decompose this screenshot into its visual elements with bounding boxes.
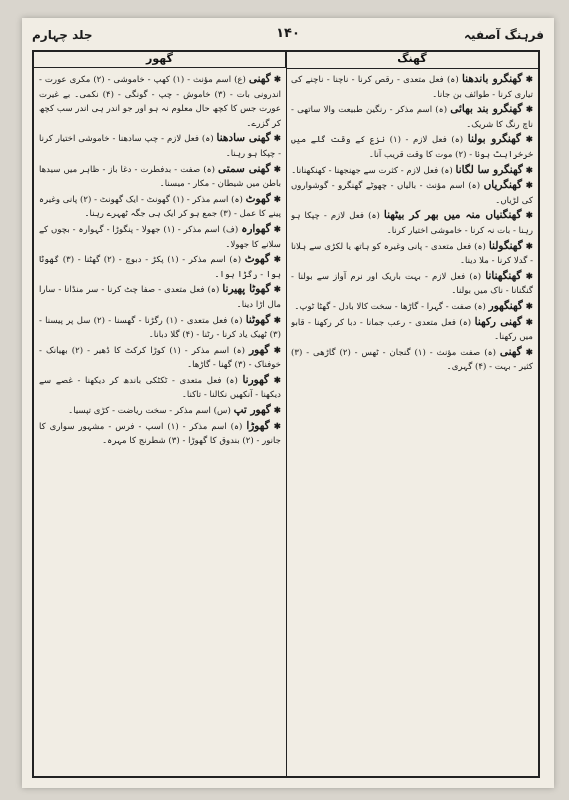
- entry-definition: (ہ) اسم مذکر - (۱) گھونٹ - ایک گھونٹ - (۲) پانی وغیرہ پینے کا عمل - (۳) جمع ہو کر ایک ہی جگہ ٹھہرے رہنا۔: [39, 194, 281, 220]
- entry-marker: ✱: [270, 285, 281, 296]
- entry-headword: گھنگرو سا لگانا: [455, 163, 523, 176]
- entry-headword: گھوٹ: [244, 253, 270, 266]
- entry-marker: ✱: [522, 105, 533, 116]
- entry-headword: گھور: [249, 343, 270, 356]
- entry-headword: گھنگھور: [488, 299, 523, 312]
- entry-marker: ✱: [522, 241, 533, 252]
- entry-marker: ✱: [522, 165, 533, 176]
- entry-headword: گھنی: [499, 345, 522, 358]
- entry-headword: گھوٹ: [245, 192, 271, 205]
- dictionary-entry: [39, 131, 281, 161]
- entry-marker: ✱: [269, 345, 281, 356]
- entry-marker: ✱: [522, 301, 533, 312]
- entry-definition: (ہ) صفت - بدفطرت - دغا باز - ظاہر میں سیدھا باطن میں شیطان - مکار - میسنا۔: [39, 164, 281, 190]
- entry-headword: گھنگرو باندھنا: [461, 73, 523, 85]
- dictionary-entry: [291, 132, 533, 162]
- entry-definition: (ہ) فعل متعدی - رعب جمانا - دبا کر رکھنا - قابو میں رکھنا۔: [291, 317, 533, 343]
- entry-definition: (ہ) صفت مؤنث - (۱) گنجان - ٹھس - (۲) گاڑھی - (۳) کثیر - بہت - (۴) گہری۔: [291, 347, 533, 373]
- entry-headword: گھنی: [248, 73, 271, 85]
- entry-headword: گھنی سمتی: [218, 162, 271, 175]
- entry-definition: (ہ) فعل لازم - چپ سادھنا - خاموشی اختیار کرنا - چپکا ہو رہنا۔: [39, 134, 281, 159]
- dictionary-entry: [39, 343, 281, 373]
- dictionary-entry: [39, 222, 281, 252]
- entry-definition: (ہ) فعل لازم - چپکا ہو رہنا - بات نہ کرنا - خاموشی اختیار کرنا۔: [291, 211, 533, 236]
- page-header: [32, 26, 544, 48]
- entry-marker: ✱: [268, 375, 281, 386]
- book-title: فرہنگ آصفیہ: [464, 28, 544, 42]
- entry-headword: گھنی سادھنا: [216, 132, 271, 145]
- entry-marker: ✱: [270, 134, 281, 145]
- dictionary-entry: [39, 313, 281, 343]
- entry-definition: (ہ) فعل لازم - کثرت سے جھنجھنا - کھنکھنانا۔: [291, 165, 453, 176]
- dictionary-entry: [291, 163, 533, 179]
- entry-marker: ✱: [270, 194, 281, 205]
- dictionary-entry: [39, 373, 281, 403]
- entry-headword: گھنگولنا: [488, 239, 523, 252]
- dictionary-entry: [291, 178, 533, 208]
- entry-headword: گھوٹا پھیرنا: [222, 283, 271, 296]
- left-column-heading: گھور: [34, 52, 286, 68]
- dictionary-entry: [39, 282, 281, 312]
- column-divider: [286, 52, 287, 776]
- dictionary-entry: [291, 102, 533, 132]
- entry-marker: ✱: [270, 406, 281, 417]
- dictionary-entry: [39, 403, 281, 419]
- dictionary-entry: [291, 208, 533, 238]
- dictionary-entry: [39, 192, 281, 222]
- entry-definition: (ہ) فعل متعدی - صفا چٹ کرنا - سر منڈانا - سارا مال اڑا دینا۔: [39, 285, 281, 310]
- dictionary-entry: [291, 315, 533, 345]
- entry-marker: ✱: [521, 271, 533, 282]
- dictionary-entry: [39, 252, 281, 282]
- entry-headword: گھنگریاں: [483, 179, 523, 192]
- volume-label: جلد چہارم: [32, 28, 93, 42]
- dictionary-entry: [291, 239, 533, 269]
- entry-headword: گھنگنیاں منہ میں بھر کر بیٹھنا: [383, 209, 522, 222]
- entry-marker: ✱: [270, 224, 281, 235]
- text-frame: [32, 50, 540, 778]
- dictionary-entry: [291, 299, 533, 315]
- left-column: [39, 72, 281, 772]
- dictionary-entry: [39, 162, 281, 192]
- entry-definition: (ہ) اسم مؤنث - بالیاں - چھوٹے گھنگرو - گوشواروں کی لڑیاں۔: [291, 181, 533, 206]
- entry-definition: (س) اسم مذکر - سخت ریاضت - کڑی تپسیا۔: [68, 406, 231, 417]
- entry-definition: (ہ) فعل متعدی - ٹکٹکی باندھ کر دیکھنا - غصے سے دیکھنا - آنکھیں نکالنا - تاکنا۔: [39, 375, 281, 401]
- dictionary-entry: [39, 72, 281, 131]
- entry-definition: (ہ) صفت - گہرا - گاڑھا - سخت کالا بادل - گھٹا ٹوپ۔: [294, 301, 486, 312]
- dictionary-entry: [291, 72, 533, 102]
- page-number: ۱۴۰: [276, 26, 300, 41]
- entry-marker: ✱: [521, 211, 533, 222]
- entry-definition: (ف) اسم مذکر - (۱) جھولا - پنگوڑا - گہوارہ - بچوں کے سلانے کا جھولا۔: [39, 224, 281, 250]
- entry-marker: ✱: [269, 421, 281, 432]
- entry-headword: گھورنا: [242, 373, 269, 386]
- entry-definition: (ہ) اسم مذکر - رنگین طبیعت والا ساتھی - ناچ رنگ کا شریک۔: [291, 105, 533, 130]
- dictionary-entry: [291, 269, 533, 299]
- entry-definition: (ہ) فعل لازم - بہت باریک اور نرم آواز سے بولنا - گنگنانا - ناک میں بولنا۔: [291, 271, 533, 297]
- entry-marker: ✱: [269, 255, 281, 266]
- entry-headword: گھنگھنانا: [485, 269, 522, 282]
- entry-marker: ✱: [521, 347, 533, 358]
- entry-definition: (ہ) اسم مذکر - (۱) کوڑا کرکٹ کا ڈھیر - (۲) بھیانک - خوفناک - (۳) گھنا - گاڑھا۔: [39, 345, 281, 371]
- entry-definition: (ہ) فعل لازم - (۱) نزع کے وقت گلے میں خرخراہٹ ہونا - (۲) موت کا وقت قریب آنا۔: [291, 135, 533, 160]
- right-column-heading: گھنگ: [286, 52, 538, 69]
- entry-marker: ✱: [270, 164, 281, 175]
- entry-headword: گھور تپ: [233, 404, 271, 417]
- entry-headword: گھوٹنا: [245, 313, 271, 326]
- dictionary-entry: [39, 419, 281, 449]
- entry-marker: ✱: [522, 75, 533, 85]
- entry-headword: گھوڑا: [246, 419, 270, 432]
- entry-headword: گھنگرو بند بھائی: [450, 103, 523, 116]
- entry-headword: گھنگرو بولنا: [467, 133, 521, 146]
- entry-definition: (ہ) اسم مذکر - (۱) پکڑ - دبوچ - (۲) گھٹنا - (۳) گھوٹا ہوا - رگڑا ہوا۔: [39, 255, 281, 280]
- entry-definition: (ہ) فعل متعدی - پانی وغیرہ کو ہاتھ یا لکڑی سے ہلانا - گدلا کرنا - ملا دینا۔: [291, 241, 533, 267]
- entry-marker: ✱: [270, 315, 281, 326]
- entry-headword: گھنی رکھنا: [474, 315, 523, 328]
- right-column: [291, 72, 533, 772]
- entry-marker: ✱: [270, 75, 281, 85]
- entry-definition: (ہ) اسم مذکر - (۱) اسپ - فرس - مشہور سواری کا جانور - (۲) بندوق کا گھوڑا - (۳) شطرنج کا مہرہ۔: [39, 421, 281, 447]
- entry-marker: ✱: [520, 135, 533, 146]
- entry-marker: ✱: [522, 317, 533, 328]
- entry-headword: گھوارہ: [241, 222, 271, 235]
- entry-marker: ✱: [522, 181, 533, 192]
- dictionary-page: [22, 18, 554, 788]
- entry-definition: (ع) اسم مؤنث - (۱) کھپ - خاموشی - (۲) مکری عورت - اندرونی بات - (۳) خاموش - چپ - گونگی - (۴) نکمی۔ بے غیرت عورت جس کا کچھ حال معلوم نہ ہو اور جو اندر ہی اندر سب کچھ کر گزرے۔: [39, 75, 281, 129]
- entry-definition: (ہ) فعل متعدی - رقص کرنا - ناچنا - ناچنے کی تیاری کرنا - طوائف بن جانا۔: [291, 75, 533, 100]
- entry-definition: (ہ) فعل متعدی - (۱) رگڑنا - گھسنا - (۲) سل پر پیسنا - (۳) ٹھیک یاد کرنا - رٹنا - (۴) گلا دبانا۔: [39, 315, 281, 341]
- dictionary-entry: [291, 345, 533, 375]
